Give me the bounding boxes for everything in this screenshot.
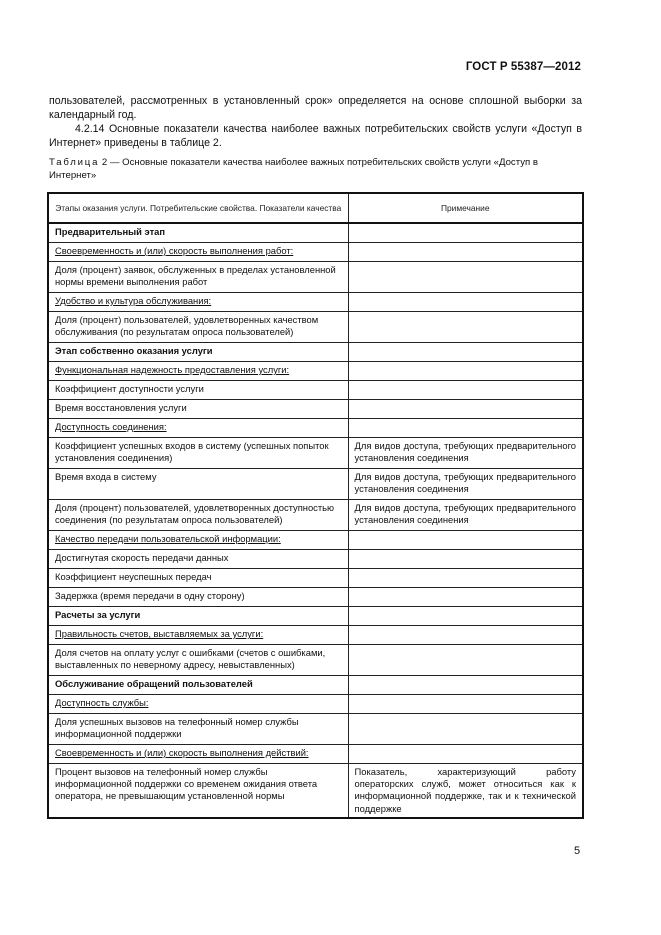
header-stages: Этапы оказания услуги. Потребительские свойства. Показатели качества <box>48 193 348 223</box>
indicator-cell: Доля (процент) пользователей, удовлетворенных доступностью соединения (по результатам опроса пользователей) <box>48 500 348 531</box>
property-heading: Правильность счетов, выставляемых за услуги: <box>48 626 348 645</box>
note-cell <box>348 714 583 745</box>
note-cell <box>348 312 583 343</box>
table-row <box>48 569 583 588</box>
table-row <box>48 262 583 293</box>
indicator-cell: Достигнутая скорость передачи данных <box>48 550 348 569</box>
paragraph-4-2-14: 4.2.14 Основные показатели качества наиболее важных потребительских свойств услуги «Доступ в Интернет» приведены в таблице 2. <box>49 123 582 149</box>
table-row <box>48 588 583 607</box>
table-row <box>48 607 583 626</box>
note-cell <box>348 381 583 400</box>
note-cell <box>348 645 583 676</box>
table-row <box>48 223 583 243</box>
table-row <box>48 469 583 500</box>
table-row <box>48 745 583 764</box>
document-standard-number: ГОСТ Р 55387—2012 <box>465 61 581 73</box>
note-cell <box>348 550 583 569</box>
table-row <box>48 626 583 645</box>
header-note: Примечание <box>348 193 583 223</box>
section-heading: Предварительный этап <box>48 223 348 243</box>
table-row <box>48 695 583 714</box>
table-caption-text: 2 — Основные показатели качества наиболее важных потребительских свойств услуги «Доступ в Интернет» <box>49 157 538 181</box>
table-row <box>48 714 583 745</box>
table-row <box>48 343 583 362</box>
table-caption-label: Таблица <box>49 157 100 168</box>
note-cell: Для видов доступа, требующих предварительного установления соединения <box>348 500 583 531</box>
note-cell: Для видов доступа, требующих предварительного установления соединения <box>348 469 583 500</box>
property-heading: Своевременность и (или) скорость выполнения действий: <box>48 745 348 764</box>
table-row <box>48 312 583 343</box>
note-cell <box>348 419 583 438</box>
indicator-cell: Время восстановления услуги <box>48 400 348 419</box>
note-cell <box>348 262 583 293</box>
table-row <box>48 438 583 469</box>
note-cell <box>348 588 583 607</box>
indicator-cell: Коэффициент неуспешных передач <box>48 569 348 588</box>
property-heading: Удобство и культура обслуживания: <box>48 293 348 312</box>
note-cell <box>348 626 583 645</box>
note-cell <box>348 607 583 626</box>
note-cell: Для видов доступа, требующих предварительного установления соединения <box>348 438 583 469</box>
note-cell <box>348 343 583 362</box>
section-heading: Обслуживание обращений пользователей <box>48 676 348 695</box>
indicator-cell: Доля успешных вызовов на телефонный номер службы информационной поддержки <box>48 714 348 745</box>
indicator-cell: Доля счетов на оплату услуг с ошибками (счетов с ошибками, выставленных по неверному адресу, невыставленных) <box>48 645 348 676</box>
table-caption <box>49 156 584 182</box>
table-row <box>48 531 583 550</box>
property-heading: Качество передачи пользовательской информации: <box>48 531 348 550</box>
note-cell <box>348 745 583 764</box>
indicator-cell: Задержка (время передачи в одну сторону) <box>48 588 348 607</box>
note-cell: Показатель, характеризующий работу операторских служб, может относиться как к информационной поддержке, так и к технической поддержке <box>348 764 583 818</box>
note-cell <box>348 531 583 550</box>
table-row <box>48 419 583 438</box>
table-row <box>48 243 583 262</box>
note-cell <box>348 293 583 312</box>
indicator-cell: Процент вызовов на телефонный номер службы информационной поддержки со временем ожидания ответа оператора, не превышающим установленной нормы <box>48 764 348 818</box>
section-heading: Расчеты за услуги <box>48 607 348 626</box>
note-cell <box>348 362 583 381</box>
table-row <box>48 550 583 569</box>
quality-indicators-table <box>47 192 584 819</box>
note-cell <box>348 569 583 588</box>
table-row <box>48 362 583 381</box>
table-row <box>48 293 583 312</box>
table-row <box>48 500 583 531</box>
indicator-cell: Коэффициент доступности услуги <box>48 381 348 400</box>
paragraph-continuation: пользователей, рассмотренных в установленный срок» определяется на основе сплошной выборки за календарный год. <box>49 95 582 121</box>
table-row <box>48 645 583 676</box>
table-row <box>48 764 583 818</box>
indicator-cell: Время входа в систему <box>48 469 348 500</box>
table-row <box>48 400 583 419</box>
note-cell <box>348 243 583 262</box>
note-cell <box>348 676 583 695</box>
note-cell <box>348 223 583 243</box>
section-heading: Этап собственно оказания услуги <box>48 343 348 362</box>
table-row <box>48 676 583 695</box>
note-cell <box>348 400 583 419</box>
indicator-cell: Коэффициент успешных входов в систему (успешных попыток установления соединения) <box>48 438 348 469</box>
property-heading: Функциональная надежность предоставления услуги: <box>48 362 348 381</box>
table-row <box>48 381 583 400</box>
table-header-row <box>48 193 583 223</box>
property-heading: Доступность соединения: <box>48 419 348 438</box>
note-cell <box>348 695 583 714</box>
property-heading: Доступность службы: <box>48 695 348 714</box>
indicator-cell: Доля (процент) заявок, обслуженных в пределах установленной нормы времени выполнения работ <box>48 262 348 293</box>
indicator-cell: Доля (процент) пользователей, удовлетворенных качеством обслуживания (по результатам опроса пользователей) <box>48 312 348 343</box>
property-heading: Своевременность и (или) скорость выполнения работ: <box>48 243 348 262</box>
page-number: 5 <box>574 845 581 857</box>
